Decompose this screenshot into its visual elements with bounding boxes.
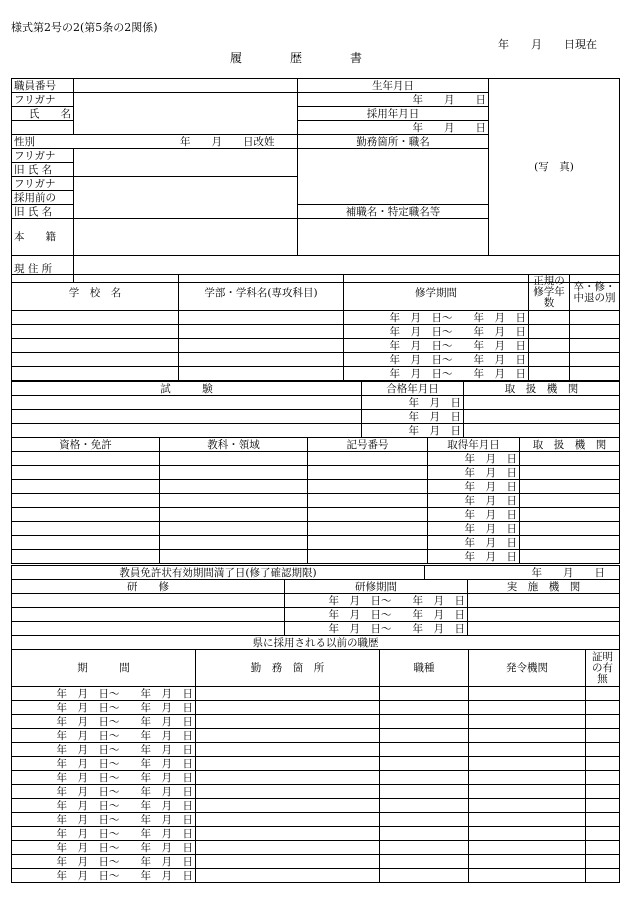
- training-table: [11, 579, 620, 636]
- lic-cell[interactable]: [12, 480, 160, 494]
- lic-cell[interactable]: [12, 522, 160, 536]
- edu-cell[interactable]: [179, 353, 344, 367]
- page-title: 履 歴 書: [230, 51, 363, 65]
- personal-info-table: [11, 78, 620, 283]
- train-row: [12, 608, 620, 622]
- career-row: [12, 813, 620, 827]
- career-row: [12, 757, 620, 771]
- career-cell[interactable]: [586, 785, 620, 799]
- exam-header: 試 験: [12, 382, 362, 396]
- career-cell[interactable]: [469, 715, 586, 729]
- career-cell[interactable]: [380, 687, 469, 701]
- lic-cell[interactable]: [160, 480, 308, 494]
- career-row: [12, 701, 620, 715]
- career-row: [12, 841, 620, 855]
- career-cell[interactable]: [196, 757, 380, 771]
- edu-cell[interactable]: [179, 311, 344, 325]
- career-cell[interactable]: [469, 729, 586, 743]
- career-cell[interactable]: 年 月 日～ 年 月 日: [12, 701, 196, 715]
- edu-cell[interactable]: 年 月 日～ 年 月 日: [344, 311, 529, 325]
- career-cell[interactable]: [586, 757, 620, 771]
- training-agency-header: 実 施 機 関: [468, 580, 620, 594]
- career-row: [12, 743, 620, 757]
- edu-cell[interactable]: [179, 367, 344, 381]
- lic-cell[interactable]: [160, 452, 308, 466]
- career-cell[interactable]: 年 月 日～ 年 月 日: [12, 771, 196, 785]
- career-cell[interactable]: [380, 813, 469, 827]
- edu-cell[interactable]: [570, 353, 620, 367]
- career-cell[interactable]: [586, 701, 620, 715]
- edu-cell[interactable]: [12, 311, 179, 325]
- exams-cell[interactable]: [12, 396, 362, 410]
- lic-cell[interactable]: 年 月 日: [428, 494, 520, 508]
- edu-cell[interactable]: [12, 367, 179, 381]
- birth-date: 年 月 日: [298, 93, 489, 107]
- exams-row: [12, 410, 620, 424]
- career-row: [12, 869, 620, 883]
- career-cell[interactable]: [469, 743, 586, 757]
- career-cell[interactable]: [469, 785, 586, 799]
- pre-hire-name-field[interactable]: [74, 177, 298, 219]
- old-name-label: 旧 氏 名: [12, 163, 74, 177]
- exams-cell[interactable]: [12, 424, 362, 438]
- workplace-label: 勤務箇所・職名: [298, 135, 489, 149]
- workplace-field[interactable]: [298, 149, 489, 205]
- address-label: 現 住 所: [12, 256, 74, 283]
- train-row: [12, 594, 620, 608]
- career-cell[interactable]: [380, 785, 469, 799]
- edu-dept-header: 学部・学科名(専攻科目): [179, 275, 344, 311]
- career-cell[interactable]: 年 月 日～ 年 月 日: [12, 869, 196, 883]
- career-period-header: 期 間: [12, 650, 196, 687]
- career-workplace-header: 勤 務 箇 所: [196, 650, 380, 687]
- lic-row: [12, 508, 620, 522]
- career-cell[interactable]: [380, 771, 469, 785]
- career-table: [11, 635, 620, 883]
- career-cell[interactable]: [380, 729, 469, 743]
- honseki-field[interactable]: [74, 219, 298, 256]
- old-name-field[interactable]: [74, 149, 298, 177]
- lic-cell[interactable]: [308, 466, 428, 480]
- career-row: [12, 687, 620, 701]
- career-cell[interactable]: 年 月 日～ 年 月 日: [12, 743, 196, 757]
- lic-cell[interactable]: [160, 536, 308, 550]
- exams-cell[interactable]: 年 月 日: [362, 410, 464, 424]
- train-cell[interactable]: 年 月 日～ 年 月 日: [285, 594, 468, 608]
- acquired-date-header: 取得年月日: [428, 438, 520, 452]
- staff-no-label: 職員番号: [12, 79, 74, 93]
- career-cell[interactable]: [469, 757, 586, 771]
- career-cell[interactable]: [469, 687, 586, 701]
- career-title: 県に採用される以前の職歴: [12, 636, 620, 650]
- edu-row: [12, 339, 620, 353]
- career-cell[interactable]: [380, 841, 469, 855]
- exams-cell[interactable]: [464, 424, 620, 438]
- career-cell[interactable]: [380, 757, 469, 771]
- career-cell[interactable]: 年 月 日～ 年 月 日: [12, 729, 196, 743]
- exams-row: [12, 424, 620, 438]
- career-row: [12, 827, 620, 841]
- career-cell[interactable]: [586, 729, 620, 743]
- career-cell[interactable]: [196, 827, 380, 841]
- staff-no-field[interactable]: [74, 79, 298, 93]
- lic-cell[interactable]: [308, 494, 428, 508]
- edu-cell[interactable]: [570, 367, 620, 381]
- career-cell[interactable]: [196, 729, 380, 743]
- lic-cell[interactable]: [12, 550, 160, 564]
- hire-date: 年 月 日: [298, 121, 489, 135]
- supp-title-field[interactable]: [298, 219, 489, 256]
- career-cell[interactable]: [469, 701, 586, 715]
- edu-cell[interactable]: [529, 339, 570, 353]
- lic-cell[interactable]: [520, 550, 620, 564]
- career-cell[interactable]: [196, 855, 380, 869]
- career-cell[interactable]: [380, 743, 469, 757]
- career-cell[interactable]: 年 月 日～ 年 月 日: [12, 841, 196, 855]
- career-row: [12, 799, 620, 813]
- lic-cell[interactable]: [308, 452, 428, 466]
- lic-cell[interactable]: [520, 536, 620, 550]
- edu-cell[interactable]: [529, 367, 570, 381]
- career-cell[interactable]: 年 月 日～ 年 月 日: [12, 687, 196, 701]
- career-cell[interactable]: 年 月 日～ 年 月 日: [12, 813, 196, 827]
- train-cell[interactable]: [468, 608, 620, 622]
- career-cell[interactable]: [380, 827, 469, 841]
- edu-cell[interactable]: [12, 325, 179, 339]
- career-cell[interactable]: [196, 701, 380, 715]
- edu-cell[interactable]: 年 月 日～ 年 月 日: [344, 325, 529, 339]
- train-cell[interactable]: 年 月 日～ 年 月 日: [285, 608, 468, 622]
- edu-row: [12, 311, 620, 325]
- lic-cell[interactable]: [12, 494, 160, 508]
- edu-cell[interactable]: [570, 339, 620, 353]
- lic-cell[interactable]: [520, 452, 620, 466]
- license-table: [11, 437, 620, 564]
- license-agency-header: 取 扱 機 関: [520, 438, 620, 452]
- edu-cell[interactable]: [179, 325, 344, 339]
- career-issuer-header: 発令機関: [469, 650, 586, 687]
- exams-cell[interactable]: [464, 396, 620, 410]
- exam-table: [11, 381, 620, 438]
- lic-cell[interactable]: 年 月 日: [428, 480, 520, 494]
- lic-cell[interactable]: [160, 550, 308, 564]
- lic-row: [12, 536, 620, 550]
- exams-cell[interactable]: 年 月 日: [362, 396, 464, 410]
- lic-cell[interactable]: [520, 480, 620, 494]
- name-change-label: 年 月 日改姓: [180, 135, 275, 148]
- exams-row: [12, 396, 620, 410]
- edu-cell[interactable]: [570, 311, 620, 325]
- career-cell[interactable]: [586, 855, 620, 869]
- birth-label: 生年月日: [298, 79, 489, 93]
- career-cell[interactable]: [196, 869, 380, 883]
- furigana-label: フリガナ: [12, 93, 74, 107]
- career-cell[interactable]: [196, 841, 380, 855]
- edu-school-header: 学 校 名: [12, 275, 179, 311]
- career-cell[interactable]: [586, 813, 620, 827]
- career-cell[interactable]: [380, 869, 469, 883]
- career-cell[interactable]: [586, 715, 620, 729]
- lic-row: [12, 480, 620, 494]
- career-cell[interactable]: [380, 715, 469, 729]
- edu-cell[interactable]: 年 月 日～ 年 月 日: [344, 353, 529, 367]
- lic-cell[interactable]: [308, 536, 428, 550]
- edu-period-header: 修学期間: [344, 275, 529, 311]
- photo-box[interactable]: [489, 79, 620, 256]
- lic-cell[interactable]: [308, 508, 428, 522]
- career-cell[interactable]: [196, 715, 380, 729]
- career-cell[interactable]: 年 月 日～ 年 月 日: [12, 827, 196, 841]
- train-cell[interactable]: [468, 594, 620, 608]
- exam-agency-header: 取 扱 機 関: [464, 382, 620, 396]
- edu-cell[interactable]: [529, 325, 570, 339]
- gender-row[interactable]: [12, 135, 298, 149]
- lic-cell[interactable]: [520, 494, 620, 508]
- edu-cell[interactable]: 年 月 日～ 年 月 日: [344, 339, 529, 353]
- lic-cell[interactable]: [308, 480, 428, 494]
- career-cell[interactable]: [196, 771, 380, 785]
- license-header: 資格・免許: [12, 438, 160, 452]
- exams-cell[interactable]: [12, 410, 362, 424]
- career-cell[interactable]: [469, 841, 586, 855]
- lic-row: [12, 452, 620, 466]
- career-row: [12, 785, 620, 799]
- lic-cell[interactable]: [160, 466, 308, 480]
- lic-cell[interactable]: 年 月 日: [428, 536, 520, 550]
- lic-cell[interactable]: [308, 522, 428, 536]
- career-cell[interactable]: [196, 813, 380, 827]
- career-cell[interactable]: [469, 827, 586, 841]
- honseki-label: 本 籍: [12, 219, 74, 256]
- edu-cell[interactable]: [529, 311, 570, 325]
- lic-cell[interactable]: 年 月 日: [428, 522, 520, 536]
- career-cell[interactable]: [469, 855, 586, 869]
- lic-cell[interactable]: 年 月 日: [428, 466, 520, 480]
- career-cell[interactable]: [380, 855, 469, 869]
- training-header: 研 修: [12, 580, 285, 594]
- career-cell[interactable]: [196, 799, 380, 813]
- career-row: [12, 771, 620, 785]
- supp-title-label: 補職名・特定職名等: [298, 205, 489, 219]
- edu-years-header: 正規の修学年数: [529, 275, 570, 311]
- career-cell[interactable]: 年 月 日～ 年 月 日: [12, 757, 196, 771]
- lic-row: [12, 466, 620, 480]
- old-furigana-label: フリガナ: [12, 149, 74, 163]
- lic-cell[interactable]: [12, 452, 160, 466]
- career-row: [12, 729, 620, 743]
- lic-cell[interactable]: [160, 522, 308, 536]
- career-cell[interactable]: [469, 869, 586, 883]
- edu-cell[interactable]: [12, 339, 179, 353]
- lic-cell[interactable]: [160, 494, 308, 508]
- career-cell[interactable]: [469, 813, 586, 827]
- career-cell[interactable]: [469, 771, 586, 785]
- career-job-header: 職種: [380, 650, 469, 687]
- career-cell[interactable]: [586, 841, 620, 855]
- career-cell[interactable]: [196, 743, 380, 757]
- exam-date-header: 合格年月日: [362, 382, 464, 396]
- edu-cell[interactable]: [12, 353, 179, 367]
- lic-cell[interactable]: [160, 508, 308, 522]
- edu-cell[interactable]: 年 月 日～ 年 月 日: [344, 367, 529, 381]
- career-cell[interactable]: [586, 687, 620, 701]
- edu-cell[interactable]: [570, 325, 620, 339]
- training-period-header: 研修期間: [285, 580, 468, 594]
- lic-cell[interactable]: 年 月 日: [428, 452, 520, 466]
- train-cell[interactable]: 年 月 日～ 年 月 日: [285, 622, 468, 636]
- form-number: 様式第2号の2(第5条の2関係): [11, 21, 158, 34]
- lic-cell[interactable]: [12, 536, 160, 550]
- lic-cell[interactable]: [520, 466, 620, 480]
- lic-row: [12, 494, 620, 508]
- edu-cell[interactable]: [529, 353, 570, 367]
- career-proof-header: 証明の有無: [586, 650, 620, 687]
- career-cell[interactable]: [586, 771, 620, 785]
- career-cell[interactable]: 年 月 日～ 年 月 日: [12, 855, 196, 869]
- edu-row: [12, 353, 620, 367]
- career-cell[interactable]: 年 月 日～ 年 月 日: [12, 715, 196, 729]
- expiry-table: [11, 565, 620, 580]
- train-cell[interactable]: [12, 622, 285, 636]
- career-cell[interactable]: [196, 785, 380, 799]
- career-cell[interactable]: [196, 687, 380, 701]
- career-row: [12, 855, 620, 869]
- current-date-label: 年 月 日現在: [498, 38, 597, 51]
- photo-label: (写 真): [534, 161, 574, 173]
- career-cell[interactable]: [586, 869, 620, 883]
- career-cell[interactable]: [469, 799, 586, 813]
- lic-cell[interactable]: 年 月 日: [428, 550, 520, 564]
- lic-cell[interactable]: [12, 466, 160, 480]
- lic-cell[interactable]: [12, 508, 160, 522]
- career-cell[interactable]: [586, 743, 620, 757]
- lic-row: [12, 550, 620, 564]
- career-cell[interactable]: 年 月 日～ 年 月 日: [12, 785, 196, 799]
- train-cell[interactable]: [12, 594, 285, 608]
- expiry-label: 教員免許状有効期間満了日(修了確認期限): [12, 566, 425, 580]
- edu-cell[interactable]: [179, 339, 344, 353]
- code-header: 記号番号: [308, 438, 428, 452]
- edu-status-header: 卒・修・中退の別: [570, 275, 620, 311]
- name-label: 氏 名: [12, 107, 74, 121]
- expiry-date[interactable]: 年 月 日: [425, 566, 620, 580]
- subject-header: 教科・領域: [160, 438, 308, 452]
- career-cell[interactable]: [586, 799, 620, 813]
- exams-cell[interactable]: 年 月 日: [362, 424, 464, 438]
- career-cell[interactable]: [380, 701, 469, 715]
- train-cell[interactable]: [468, 622, 620, 636]
- hire-label: 採用年月日: [298, 107, 489, 121]
- gender-label: 性別: [14, 135, 35, 148]
- name-field[interactable]: [74, 93, 298, 135]
- train-cell[interactable]: [12, 608, 285, 622]
- edu-row: [12, 367, 620, 381]
- pre-hire-label-1: 採用前の: [12, 191, 74, 205]
- career-cell[interactable]: 年 月 日～ 年 月 日: [12, 799, 196, 813]
- lic-cell[interactable]: [308, 550, 428, 564]
- train-row: [12, 622, 620, 636]
- edu-row: [12, 325, 620, 339]
- lic-cell[interactable]: [520, 522, 620, 536]
- career-row: [12, 715, 620, 729]
- lic-row: [12, 522, 620, 536]
- lic-cell[interactable]: 年 月 日: [428, 508, 520, 522]
- exams-cell[interactable]: [464, 410, 620, 424]
- pre-hire-label-2: 旧 氏 名: [12, 205, 74, 219]
- career-cell[interactable]: [380, 799, 469, 813]
- career-cell[interactable]: [586, 827, 620, 841]
- pre-hire-furigana-label: フリガナ: [12, 177, 74, 191]
- lic-cell[interactable]: [520, 508, 620, 522]
- education-table: [11, 274, 620, 381]
